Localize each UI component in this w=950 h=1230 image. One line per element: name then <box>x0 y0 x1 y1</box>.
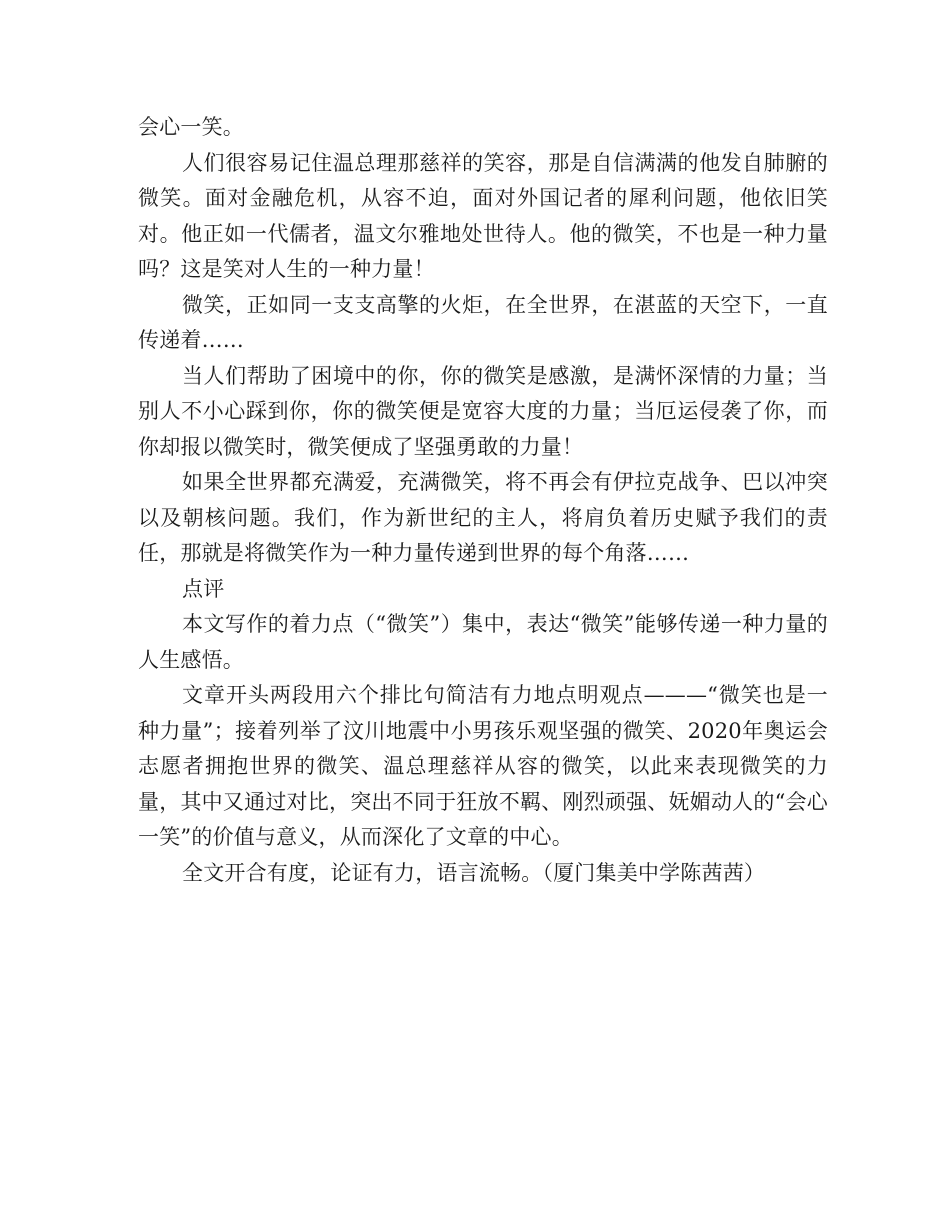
commentary-paragraph-focus: 本文写作的着力点（“微笑”）集中，表达“微笑”能够传递一种力量的人生感悟。 <box>138 612 828 672</box>
paragraph-torch: 微笑，正如同一支支高擎的火炬，在全世界，在湛蓝的天空下，一直传递着…… <box>138 292 828 352</box>
commentary-heading: 点评 <box>182 576 225 601</box>
paragraph-strength-of-smile: 当人们帮助了困境中的你，你的微笑是感激，是满怀深情的力量；当别人不小心踩到你，你的微笑便是宽容大度的力量；当厄运侵袭了你，而你却报以微笑时，微笑便成了坚强勇敢的力量！ <box>138 363 828 459</box>
commentary-paragraph-structure: 文章开头两段用六个排比句简洁有力地点明观点———“微笑也是一种力量”；接着列举了汶川地震中小男孩乐观坚强的微笑、2020年奥运会志愿者拥抱世界的微笑、温总理慈祥从容的微笑，以此来表现微笑的力量，其中又通过对比，突出不同于狂放不羁、刚烈顽强、妩媚动人的“会心一笑”的价值与意义，从而深化了文章的中心。 <box>138 683 828 849</box>
document-page <box>138 110 828 891</box>
commentary-paragraph-summary: 全文开合有度，论证有力，语言流畅。（厦门集美中学陈茜茜） <box>182 860 766 885</box>
paragraph-continuation: 会心一笑。 <box>138 115 244 139</box>
paragraph-premier-smile: 人们很容易记住温总理那慈祥的笑容，那是自信满满的他发自肺腑的微笑。面对金融危机，从容不迫，面对外国记者的犀利问题，他依旧笑对。他正如一代儒者，温文尔雅地处世待人。他的微笑，不也是一种力量吗？这是笑对人生的一种力量！ <box>138 150 828 281</box>
paragraph-world-full-of-love: 如果全世界都充满爱，充满微笑，将不再会有伊拉克战争、巴以冲突以及朝核问题。我们，作为新世纪的主人，将肩负着历史赋予我们的责任，那就是将微笑作为一种力量传递到世界的每个角落…… <box>138 470 828 565</box>
